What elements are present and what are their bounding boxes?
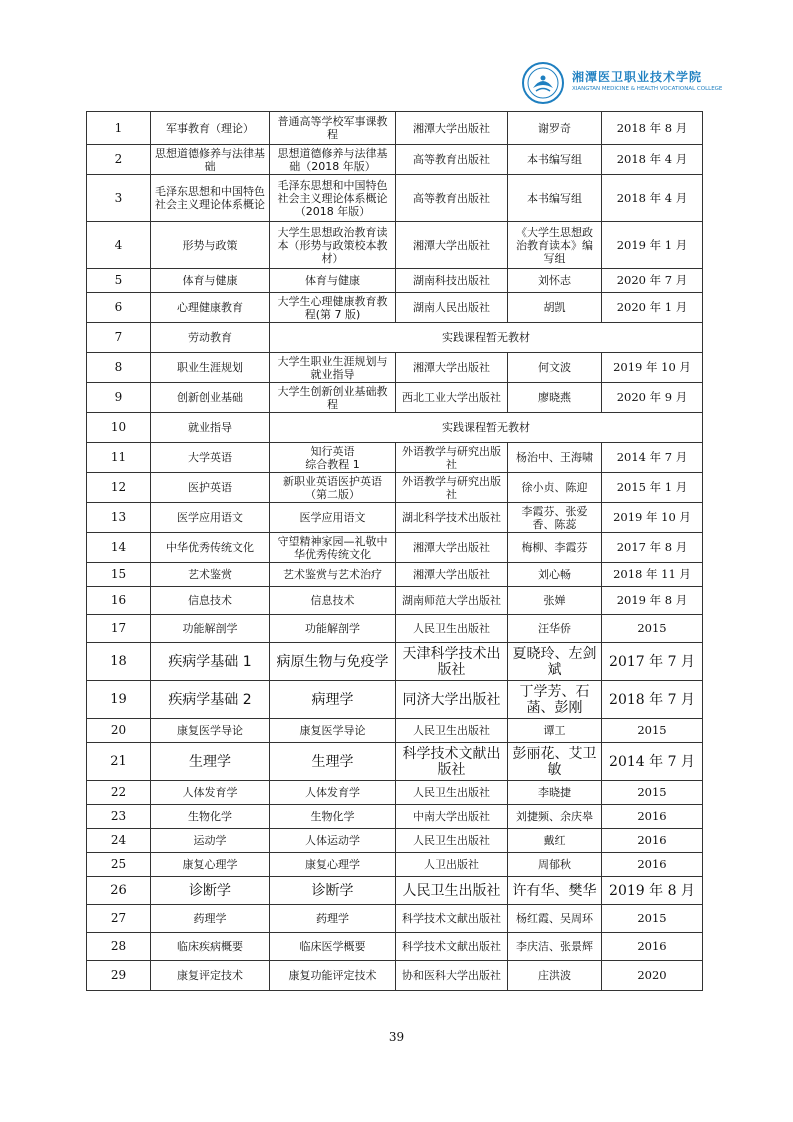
course-name: 职业生涯规划 xyxy=(151,353,270,383)
author: 谭工 xyxy=(508,719,602,743)
author: 彭丽花、艾卫敏 xyxy=(508,743,602,781)
table-row xyxy=(87,743,703,781)
textbook-title: 临床医学概要 xyxy=(270,933,396,961)
publish-date: 2017 年 7 月 xyxy=(602,643,703,681)
textbook-title: 康复医学导论 xyxy=(270,719,396,743)
textbook-title: 信息技术 xyxy=(270,587,396,615)
row-number: 20 xyxy=(87,719,151,743)
publisher: 科学技术文献出版社 xyxy=(396,933,508,961)
school-emblem-icon xyxy=(522,62,564,104)
author: 廖晓燕 xyxy=(508,383,602,413)
textbook-title: 毛泽东思想和中国特色社会主义理论体系概论（2018 年版） xyxy=(270,175,396,222)
table-row xyxy=(87,805,703,829)
course-name: 诊断学 xyxy=(151,877,270,905)
publish-date: 2019 年 8 月 xyxy=(602,877,703,905)
table-row xyxy=(87,587,703,615)
textbook-title: 康复功能评定技术 xyxy=(270,961,396,991)
course-name: 临床疾病概要 xyxy=(151,933,270,961)
publisher: 人民卫生出版社 xyxy=(396,781,508,805)
textbook-title: 普通高等学校军事课教程 xyxy=(270,112,396,145)
author: 徐小贞、陈迎 xyxy=(508,473,602,503)
publish-date: 2018 年 7 月 xyxy=(602,681,703,719)
textbook-title: 大学生创新创业基础教程 xyxy=(270,383,396,413)
table-row xyxy=(87,905,703,933)
row-number: 12 xyxy=(87,473,151,503)
page-number: 39 xyxy=(388,1030,405,1044)
table-row xyxy=(87,269,703,293)
author: 许有华、樊华 xyxy=(508,877,602,905)
course-name: 大学英语 xyxy=(151,443,270,473)
table-row xyxy=(87,643,703,681)
author: 刘心畅 xyxy=(508,563,602,587)
table-row xyxy=(87,222,703,269)
publish-date: 2019 年 10 月 xyxy=(602,353,703,383)
author: 《大学生思想政治教育读本》编写组 xyxy=(508,222,602,269)
publish-date: 2018 年 4 月 xyxy=(602,175,703,222)
publish-date: 2018 年 4 月 xyxy=(602,145,703,175)
table-row xyxy=(87,443,703,473)
publisher: 同济大学出版社 xyxy=(396,681,508,719)
table-row xyxy=(87,383,703,413)
row-number: 19 xyxy=(87,681,151,719)
school-name: 湘潭医卫职业技术学院 xyxy=(572,70,703,84)
textbook-title: 医学应用语文 xyxy=(270,503,396,533)
textbook-title: 人体发育学 xyxy=(270,781,396,805)
publisher: 外语教学与研究出版社 xyxy=(396,443,508,473)
course-name: 疾病学基础 2 xyxy=(151,681,270,719)
textbook-title: 大学生心理健康教育教程(第 7 版) xyxy=(270,293,396,323)
author: 杨治中、王海啸 xyxy=(508,443,602,473)
row-number: 23 xyxy=(87,805,151,829)
row-number: 27 xyxy=(87,905,151,933)
publish-date: 2015 xyxy=(602,615,703,643)
publish-date: 2019 年 1 月 xyxy=(602,222,703,269)
row-number: 26 xyxy=(87,877,151,905)
course-name: 医护英语 xyxy=(151,473,270,503)
school-logo xyxy=(522,62,722,104)
author: 刘怀志 xyxy=(508,269,602,293)
publish-date: 2019 年 10 月 xyxy=(602,503,703,533)
publisher: 科学技术文献出版社 xyxy=(396,905,508,933)
course-name: 人体发育学 xyxy=(151,781,270,805)
row-number: 7 xyxy=(87,323,151,353)
publish-date: 2015 xyxy=(602,905,703,933)
textbook-title: 病原生物与免疫学 xyxy=(270,643,396,681)
course-name: 中华优秀传统文化 xyxy=(151,533,270,563)
publisher: 科学技术文献出版社 xyxy=(396,743,508,781)
textbook-title: 大学生思想政治教育读本（形势与政策校本教材） xyxy=(270,222,396,269)
textbook-title: 体育与健康 xyxy=(270,269,396,293)
row-number: 6 xyxy=(87,293,151,323)
course-name: 形势与政策 xyxy=(151,222,270,269)
publish-date: 2018 年 8 月 xyxy=(602,112,703,145)
publisher: 外语教学与研究出版社 xyxy=(396,473,508,503)
course-name: 药理学 xyxy=(151,905,270,933)
publish-date: 2016 xyxy=(602,829,703,853)
row-number: 24 xyxy=(87,829,151,853)
row-number: 14 xyxy=(87,533,151,563)
row-number: 5 xyxy=(87,269,151,293)
publisher: 高等教育出版社 xyxy=(396,145,508,175)
course-name: 康复医学导论 xyxy=(151,719,270,743)
row-number: 11 xyxy=(87,443,151,473)
table-row xyxy=(87,175,703,222)
publisher: 协和医科大学出版社 xyxy=(396,961,508,991)
course-name: 康复评定技术 xyxy=(151,961,270,991)
table-row xyxy=(87,681,703,719)
row-number: 22 xyxy=(87,781,151,805)
table-row xyxy=(87,853,703,877)
table-row xyxy=(87,961,703,991)
publisher: 人民卫生出版社 xyxy=(396,615,508,643)
textbook-title: 诊断学 xyxy=(270,877,396,905)
publisher: 湖南师范大学出版社 xyxy=(396,587,508,615)
publisher: 湘潭大学出版社 xyxy=(396,533,508,563)
textbook-title: 功能解剖学 xyxy=(270,615,396,643)
table-row xyxy=(87,829,703,853)
publisher: 人卫出版社 xyxy=(396,853,508,877)
course-name: 军事教育（理论） xyxy=(151,112,270,145)
author: 李庆洁、张景辉 xyxy=(508,933,602,961)
textbook-title: 生物化学 xyxy=(270,805,396,829)
table-row xyxy=(87,413,703,443)
author: 李晓捷 xyxy=(508,781,602,805)
row-number: 1 xyxy=(87,112,151,145)
row-number: 29 xyxy=(87,961,151,991)
publish-date: 2015 xyxy=(602,781,703,805)
merged-note: 实践课程暂无教材 xyxy=(270,323,703,353)
author: 丁学芳、石菡、彭刚 xyxy=(508,681,602,719)
course-name: 艺术鉴赏 xyxy=(151,563,270,587)
row-number: 15 xyxy=(87,563,151,587)
publish-date: 2016 xyxy=(602,805,703,829)
author: 梅柳、李霞芬 xyxy=(508,533,602,563)
publish-date: 2015 年 1 月 xyxy=(602,473,703,503)
author: 本书编写组 xyxy=(508,175,602,222)
publisher: 湖南科技出版社 xyxy=(396,269,508,293)
row-number: 9 xyxy=(87,383,151,413)
course-name: 信息技术 xyxy=(151,587,270,615)
textbook-title: 生理学 xyxy=(270,743,396,781)
textbook-title: 药理学 xyxy=(270,905,396,933)
publisher: 湖北科学技术出版社 xyxy=(396,503,508,533)
course-name: 就业指导 xyxy=(151,413,270,443)
table-row xyxy=(87,293,703,323)
publish-date: 2020 xyxy=(602,961,703,991)
row-number: 16 xyxy=(87,587,151,615)
row-number: 10 xyxy=(87,413,151,443)
course-name: 创新创业基础 xyxy=(151,383,270,413)
author: 杨红霞、吴周环 xyxy=(508,905,602,933)
table-row xyxy=(87,533,703,563)
row-number: 28 xyxy=(87,933,151,961)
publisher: 人民卫生出版社 xyxy=(396,877,508,905)
textbook-title: 人体运动学 xyxy=(270,829,396,853)
publish-date: 2016 xyxy=(602,853,703,877)
course-name: 疾病学基础 1 xyxy=(151,643,270,681)
row-number: 21 xyxy=(87,743,151,781)
textbook-table xyxy=(86,111,703,991)
publisher: 湘潭大学出版社 xyxy=(396,563,508,587)
author: 庄洪波 xyxy=(508,961,602,991)
publish-date: 2017 年 8 月 xyxy=(602,533,703,563)
publisher: 高等教育出版社 xyxy=(396,175,508,222)
table-row xyxy=(87,877,703,905)
textbook-title: 守望精神家园—礼敬中华优秀传统文化 xyxy=(270,533,396,563)
table-row xyxy=(87,781,703,805)
textbook-title: 艺术鉴赏与艺术治疗 xyxy=(270,563,396,587)
table-row xyxy=(87,719,703,743)
row-number: 18 xyxy=(87,643,151,681)
course-name: 医学应用语文 xyxy=(151,503,270,533)
row-number: 4 xyxy=(87,222,151,269)
course-name: 劳动教育 xyxy=(151,323,270,353)
table-row xyxy=(87,933,703,961)
table-row xyxy=(87,563,703,587)
publisher: 人民卫生出版社 xyxy=(396,829,508,853)
textbook-title: 康复心理学 xyxy=(270,853,396,877)
course-name: 体育与健康 xyxy=(151,269,270,293)
row-number: 13 xyxy=(87,503,151,533)
author: 张婵 xyxy=(508,587,602,615)
publisher: 湘潭大学出版社 xyxy=(396,112,508,145)
table-row xyxy=(87,323,703,353)
publish-date: 2019 年 8 月 xyxy=(602,587,703,615)
row-number: 25 xyxy=(87,853,151,877)
course-name: 运动学 xyxy=(151,829,270,853)
publish-date: 2016 xyxy=(602,933,703,961)
table-row xyxy=(87,112,703,145)
publish-date: 2018 年 11 月 xyxy=(602,563,703,587)
textbook-title: 大学生职业生涯规划与就业指导 xyxy=(270,353,396,383)
course-name: 生物化学 xyxy=(151,805,270,829)
publish-date: 2014 年 7 月 xyxy=(602,743,703,781)
author: 戴红 xyxy=(508,829,602,853)
course-name: 康复心理学 xyxy=(151,853,270,877)
row-number: 8 xyxy=(87,353,151,383)
publisher: 天津科学技术出版社 xyxy=(396,643,508,681)
table-row xyxy=(87,615,703,643)
textbook-title: 新职业英语医护英语（第二版） xyxy=(270,473,396,503)
publisher: 西北工业大学出版社 xyxy=(396,383,508,413)
course-name: 生理学 xyxy=(151,743,270,781)
author: 胡凯 xyxy=(508,293,602,323)
textbook-title: 知行英语 综合教程 1 xyxy=(270,443,396,473)
publish-date: 2020 年 9 月 xyxy=(602,383,703,413)
row-number: 17 xyxy=(87,615,151,643)
publisher: 湖南人民出版社 xyxy=(396,293,508,323)
course-name: 毛泽东思想和中国特色社会主义理论体系概论 xyxy=(151,175,270,222)
publisher: 湘潭大学出版社 xyxy=(396,353,508,383)
table-row xyxy=(87,145,703,175)
table-row xyxy=(87,353,703,383)
table-row xyxy=(87,473,703,503)
author: 周郁秋 xyxy=(508,853,602,877)
course-name: 心理健康教育 xyxy=(151,293,270,323)
author: 汪华侨 xyxy=(508,615,602,643)
author: 李霞芬、张爱香、陈蕊 xyxy=(508,503,602,533)
table-row xyxy=(87,503,703,533)
school-name-en: XIANGTAN MEDICINE & HEALTH VOCATIONAL COLLEGE xyxy=(572,86,723,92)
author: 夏晓玲、左剑斌 xyxy=(508,643,602,681)
publish-date: 2020 年 1 月 xyxy=(602,293,703,323)
course-name: 思想道德修养与法律基础 xyxy=(151,145,270,175)
course-name: 功能解剖学 xyxy=(151,615,270,643)
publisher: 湘潭大学出版社 xyxy=(396,222,508,269)
textbook-title: 思想道德修养与法律基础（2018 年版） xyxy=(270,145,396,175)
author: 谢罗奇 xyxy=(508,112,602,145)
author: 何文波 xyxy=(508,353,602,383)
publisher: 中南大学出版社 xyxy=(396,805,508,829)
publish-date: 2020 年 7 月 xyxy=(602,269,703,293)
row-number: 3 xyxy=(87,175,151,222)
row-number: 2 xyxy=(87,145,151,175)
publisher: 人民卫生出版社 xyxy=(396,719,508,743)
merged-note: 实践课程暂无教材 xyxy=(270,413,703,443)
publish-date: 2014 年 7 月 xyxy=(602,443,703,473)
author: 本书编写组 xyxy=(508,145,602,175)
textbook-title: 病理学 xyxy=(270,681,396,719)
author: 刘捷频、余庆皋 xyxy=(508,805,602,829)
publish-date: 2015 xyxy=(602,719,703,743)
